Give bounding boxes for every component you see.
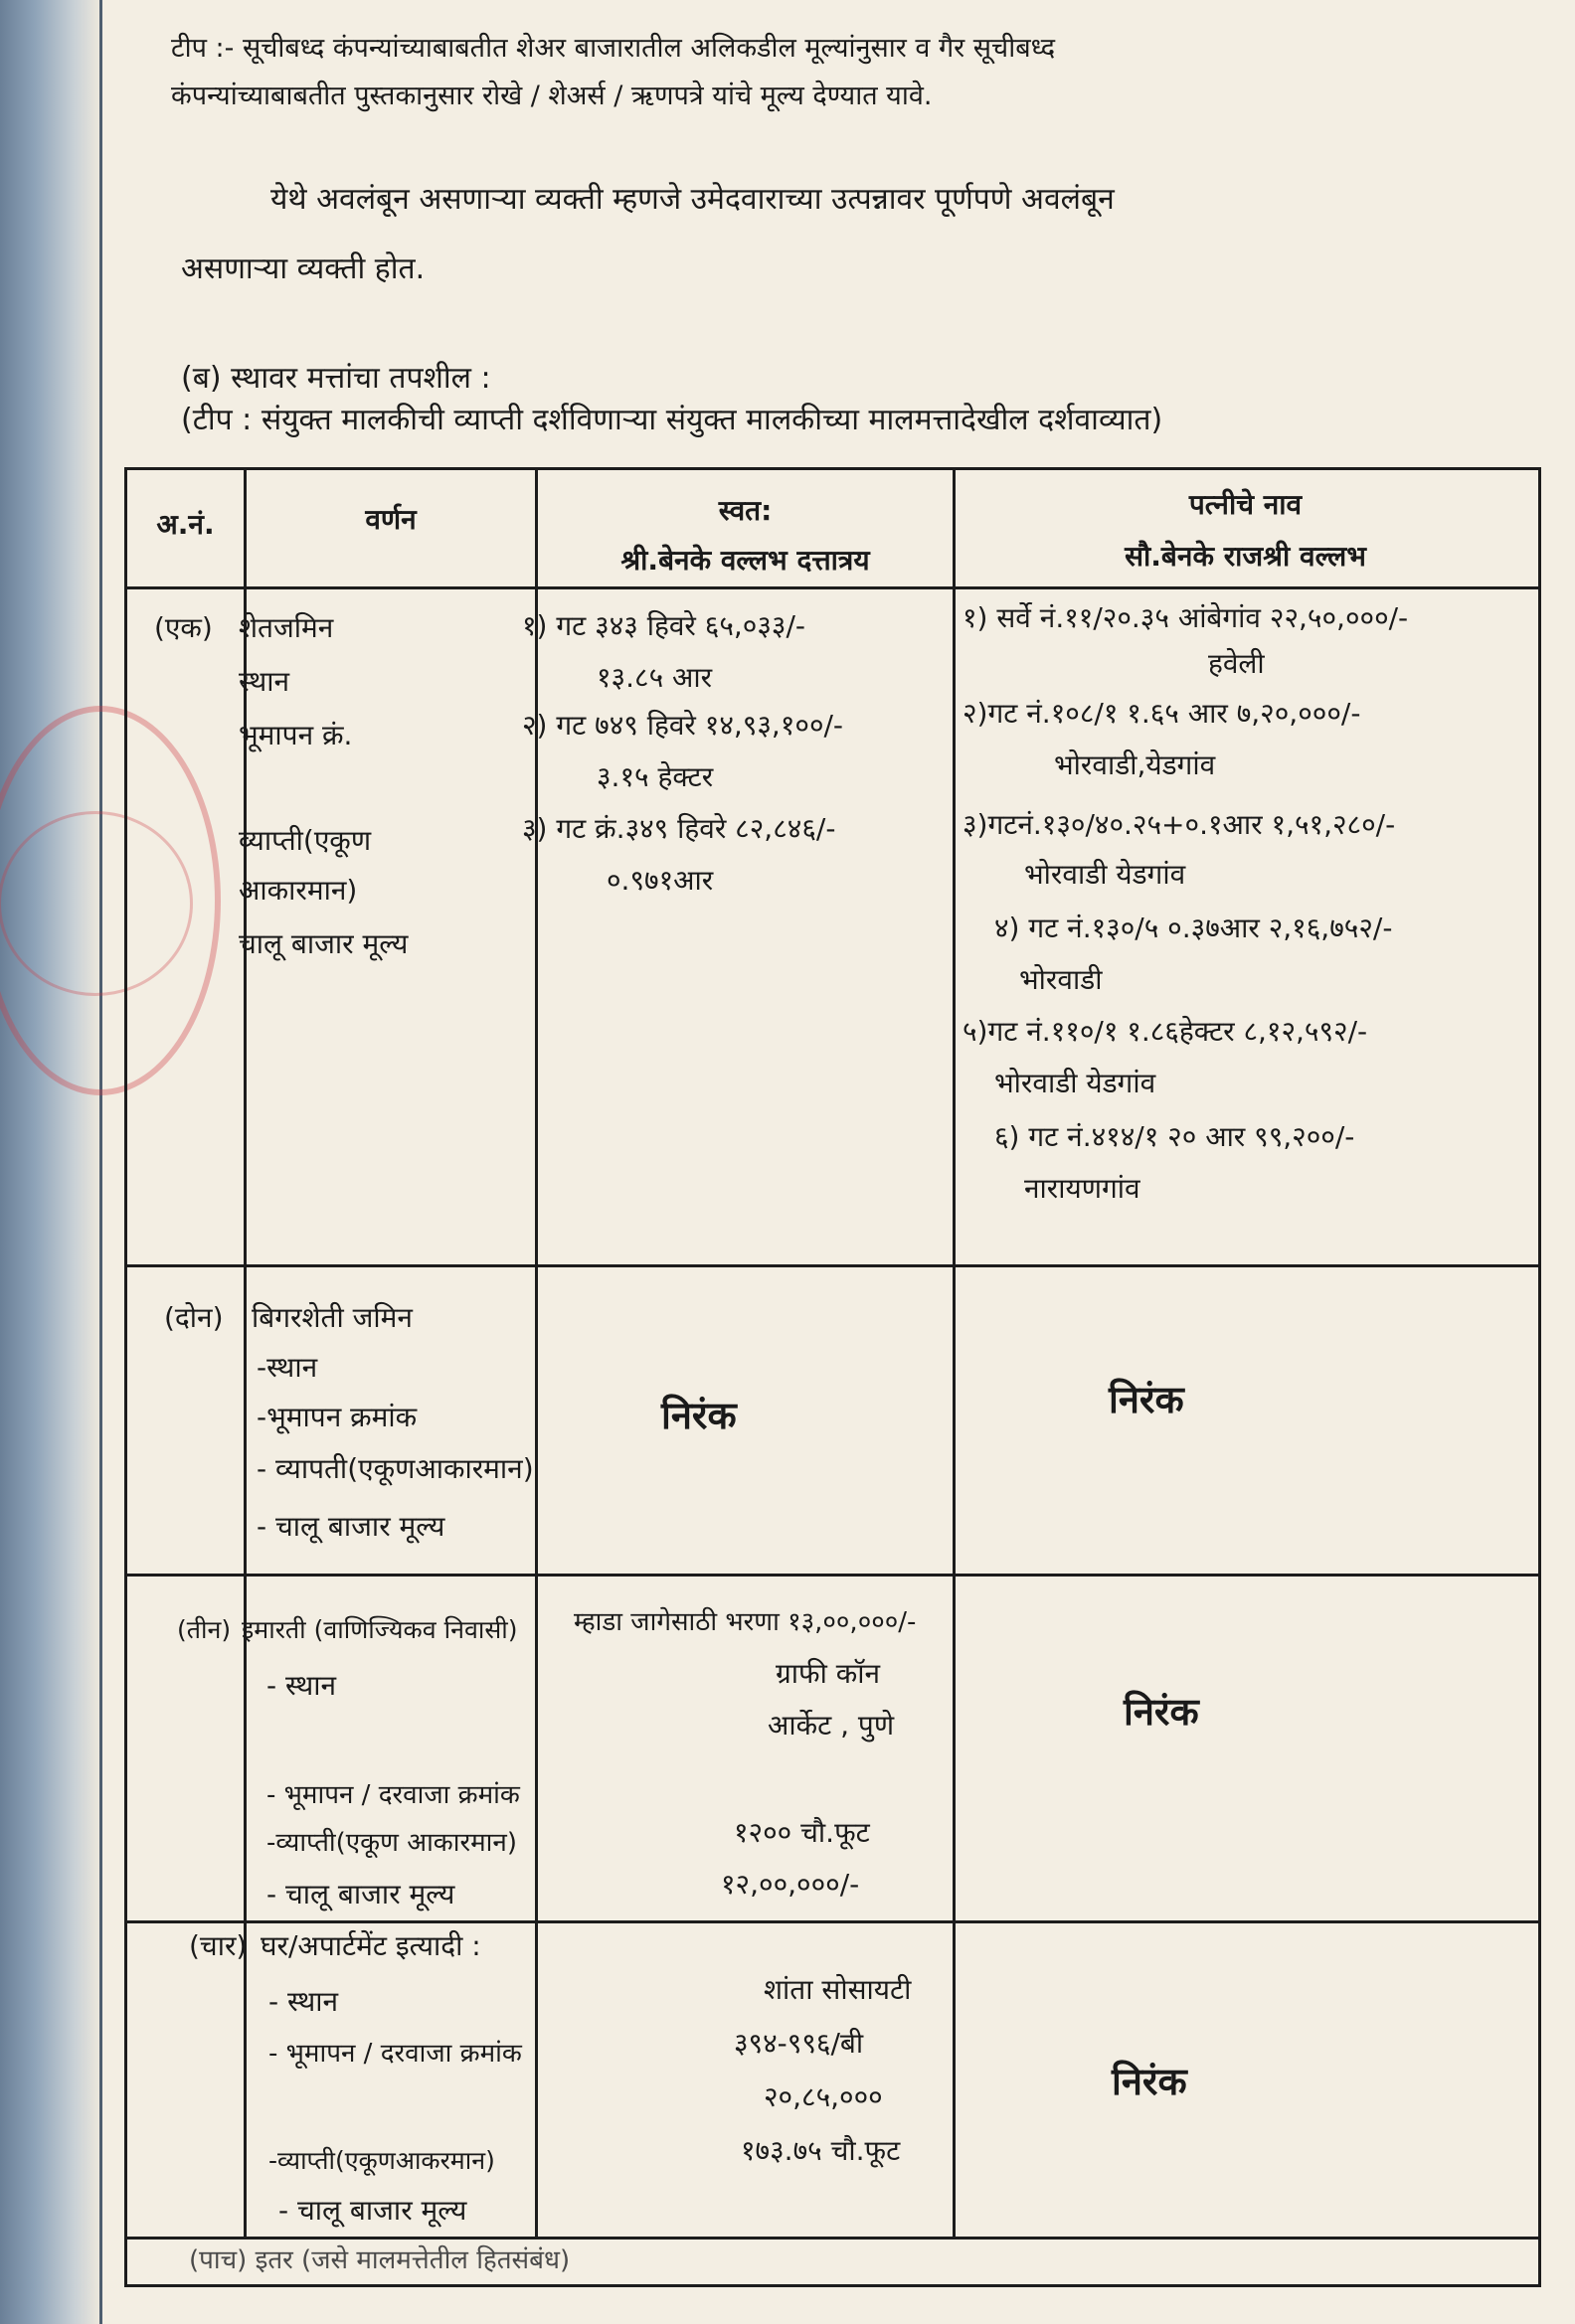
row1-self-item: २) गट ७४९ हिवरे १४,९३,१००/- [522,709,844,742]
row1-self-item: ३) गट क्रं.३४९ हिवरे ८२,८४६/- [522,812,836,845]
row4-spouse-nil: निरंक [1112,2059,1187,2103]
header-spouse-name: सौ.बेनके राजश्री वल्लभ [1125,540,1366,573]
note-line-1: टीप :- सूचीबध्द कंपन्यांच्याबाबतीत शेअर बाजारातील अलिकडील मूल्यांनुसार व गैर सूचीबध्द [171,33,1056,64]
row3-self-item: ग्राफी कॉन [776,1657,881,1690]
row1-desc-area: आकारमान) [239,874,358,907]
row3-desc-extent: -व्याप्ती(एकूण आकारमान) [266,1828,517,1858]
row3-spouse-nil: निरंक [1124,1689,1199,1734]
row2-sr: (दोन) [164,1301,224,1334]
row1-spouse-item: हवेली [1208,647,1265,680]
row1-desc-extent: व्याप्ती(एकूण [239,824,372,857]
row1-spouse-item: भोरवाडी येडगांव [1024,858,1186,891]
header-self-name: श्री.बेनके वल्लभ दत्तात्रय [620,544,870,577]
row1-spouse-item: ४) गट नं.१३०/५ ०.३७आर २,१६,७५२/- [994,912,1393,944]
header-sr: अ.नं. [156,508,215,541]
row2-desc-value: - चालू बाजार मूल्य [257,1510,445,1543]
row3-self-item: आर्केट , पुणे [768,1709,895,1742]
row4-sr: (चार) [189,1929,248,1962]
row4-self-item: १७३.७५ चौ.फूट [741,2134,901,2167]
row2-desc-location: -स्थान [257,1351,318,1384]
row3-desc-value: - चालू बाजार मूल्य [266,1878,455,1910]
row1-desc-title: शेतजमिन [239,611,334,644]
row4-self-item: शांता सोसायटी [764,1973,912,2006]
row4-desc-title: घर/अपार्टमेंट इत्यादी : [261,1929,481,1962]
row4-self-item: ३९४-९९६/बी [734,2027,864,2060]
row1-self-item: ३.१५ हेक्टर [597,760,714,793]
dependents-line-1: येथे अवलंबून असणाऱ्या व्यक्ती म्हणजे उमेदवाराच्या उत्पन्नावर पूर्णपणे अवलंबून [270,182,1115,217]
row1-spouse-item: ६) गट नं.४१४/१ २० आर ९९,२००/- [994,1120,1355,1153]
row1-desc-location: स्थान [239,665,290,698]
section-title: (ब) स्थावर मत्तांचा तपशील : [181,361,491,396]
row1-spouse-item: ५)गट नं.११०/१ १.८६हेक्टर ८,१२,५९२/- [962,1015,1368,1048]
header-description: वर्णन [365,503,417,536]
row4-desc-location: - स्थान [268,1985,339,2018]
row4-self-item: २०,८५,००० [764,2080,883,2113]
row1-self-item: १) गट ३४३ हिवरे ६५,०३३/- [522,609,806,642]
row1-spouse-item: भोरवाडी [1019,963,1103,996]
header-self: स्वत: [718,494,773,527]
row3-sr: (तीन) [177,1615,232,1644]
row2-self-nil: निरंक [661,1393,737,1437]
section-note: (टीप : संयुक्त मालकीची व्याप्ती दर्शविणाऱ्या संयुक्त मालकीच्या मालमत्तादेखील दर्शवाव्यात) [181,403,1163,437]
row4-desc-extent: -व्याप्ती(एकूणआकरमान) [268,2146,495,2175]
row2-desc-title: बिगरशेती जमिन [252,1301,413,1334]
row4-desc-value: - चालू बाजार मूल्य [278,2194,467,2227]
row1-self-item: १३.८५ आर [597,661,713,694]
row3-self-item: १२,००,०००/- [721,1868,860,1901]
row1-spouse-item: भोरवाडी,येडगांव [1054,748,1216,781]
row1-sr: (एक) [154,611,213,644]
row1-spouse-item: २)गट नं.१०८/१ १.६५ आर ७,२०,०००/- [962,697,1361,730]
row5-label: (पाच) इतर (जसे मालमत्तेतील हितसंबंध) [189,2245,571,2275]
row3-desc-survey: - भूमापन / दरवाजा क्रमांक [266,1780,520,1810]
row1-self-item: ०.९७१आर [607,864,714,897]
row2-spouse-nil: निरंक [1109,1377,1184,1421]
row3-self-item: म्हाडा जागेसाठी भरणा १३,००,०००/- [574,1607,917,1637]
row1-spouse-item: १) सर्वे नं.११/२०.३५ आंबेगांव २२,५०,०००/- [962,601,1409,634]
row4-desc-survey: - भूमापन / दरवाजा क्रमांक [268,2039,522,2069]
row3-desc-location: - स्थान [266,1669,337,1702]
row1-spouse-item: नारायणगांव [1024,1172,1140,1205]
dependents-line-2: असणाऱ्या व्यक्ती होत. [181,251,426,286]
row1-desc-survey: भूमापन क्रं. [239,719,353,751]
row2-desc-survey: -भूमापन क्रमांक [257,1401,418,1433]
note-line-2: कंपन्यांच्याबाबतीत पुस्तकानुसार रोखे / शेअर्स / ऋणपत्रे यांचे मूल्य देण्यात यावे. [171,81,933,111]
header-spouse: पत्नीचे नाव [1188,488,1303,521]
row2-desc-extent: - व्यापती(एकूणआकारमान) [257,1452,534,1485]
row1-spouse-item: ३)गटनं.१३०/४०.२५+०.१आर १,५१,२८०/- [962,808,1396,841]
row1-desc-value: चालू बाजार मूल्य [239,927,409,960]
row3-self-item: १२०० चौ.फूट [734,1816,870,1849]
row1-spouse-item: भोरवाडी येडगांव [994,1067,1156,1099]
row3-desc-title: इमारती (वाणिज्यिकव निवासी) [242,1615,518,1644]
